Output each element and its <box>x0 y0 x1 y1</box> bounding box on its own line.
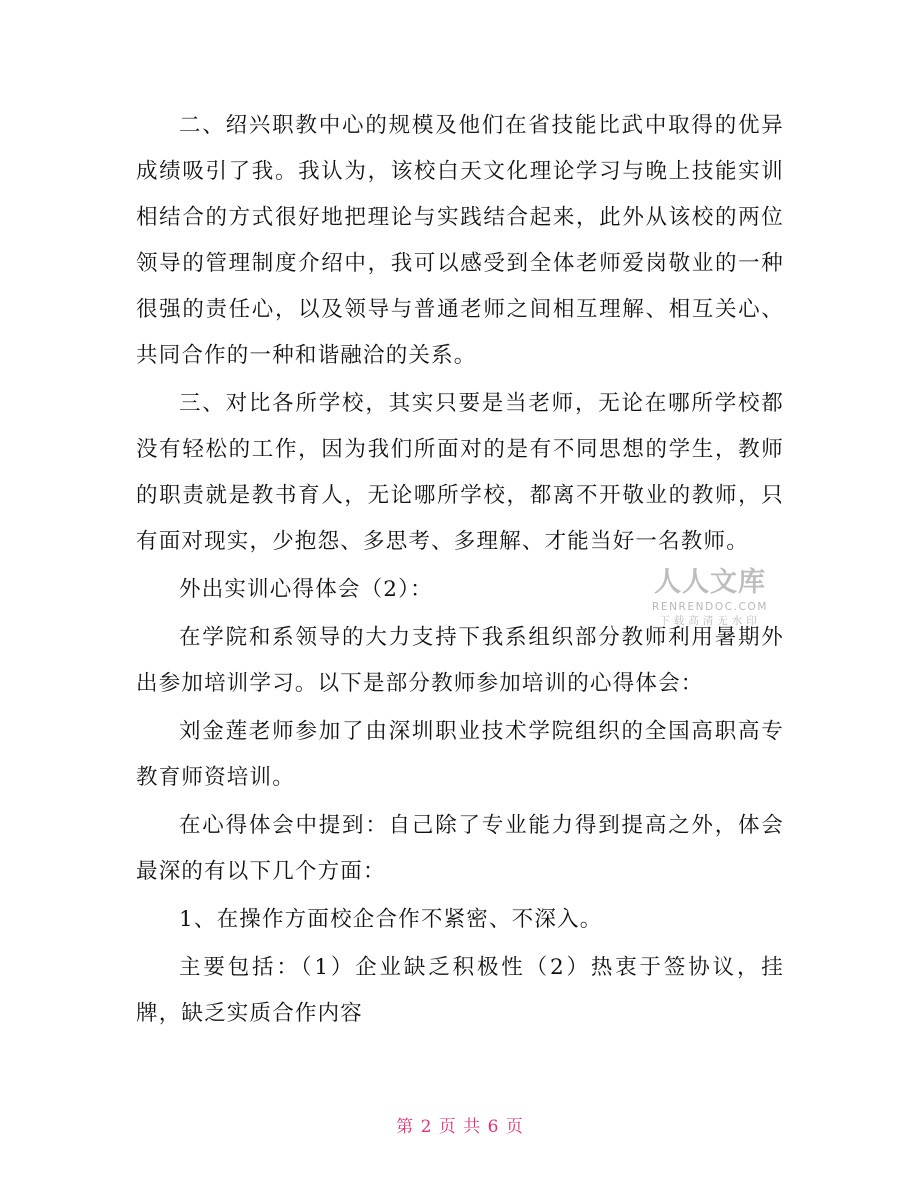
section-heading: 外出实训心得体会（2）： <box>179 577 433 602</box>
paragraph-details: 主要包括：（1）企业缺乏积极性（2）热衷于签协议，挂牌，缺乏实质合作内容 <box>136 955 784 1026</box>
watermark-subtitle: 下载高清无水印 <box>659 615 761 627</box>
watermark-title: 人人文库 <box>654 567 766 598</box>
paragraph-point-1: 1、在操作方面校企合作不紧密、不深入。 <box>179 907 603 932</box>
watermark-url: RENRENDOC.COM <box>651 601 769 613</box>
paragraph-2: 二、绍兴职教中心的规模及他们在省技能比武中取得的优异成绩吸引了我。我认为，该校白天文化理论学习与晚上技能实训相结合的方式很好地把理论与实践结合起来，此外从该校的两位领导的管理制度介绍中，我可以感受到全体老师爱岗敬业的一种很强的责任心，以及领导与普通老师之间相互理解、相互关心、共同合作的一种和谐融洽的关系。 <box>136 113 784 368</box>
paragraph-intro: 在学院和系领导的大力支持下我系组织部分教师利用暑期外出参加培训学习。以下是部分教师参加培训的心得体会： <box>136 625 784 696</box>
paragraph-training: 刘金莲老师参加了由深圳职业技术学院组织的全国高职高专教育师资培训。 <box>136 719 784 790</box>
paragraph-experience: 在心得体会中提到：自己除了专业能力得到提高之外，体会最深的有以下几个方面： <box>136 813 784 884</box>
watermark-logo <box>646 567 774 628</box>
paragraph-3: 三、对比各所学校，其实只要是当老师，无论在哪所学校都没有轻松的工作，因为我们所面对的是有不同思想的学生，教师的职责就是教书育人，无论哪所学校，都离不开敬业的教师，只有面对现实，少抱怨、多思考、多理解、才能当好一名教师。 <box>136 391 784 554</box>
page-number-footer: 第 2 页 共 6 页 <box>396 1117 524 1137</box>
